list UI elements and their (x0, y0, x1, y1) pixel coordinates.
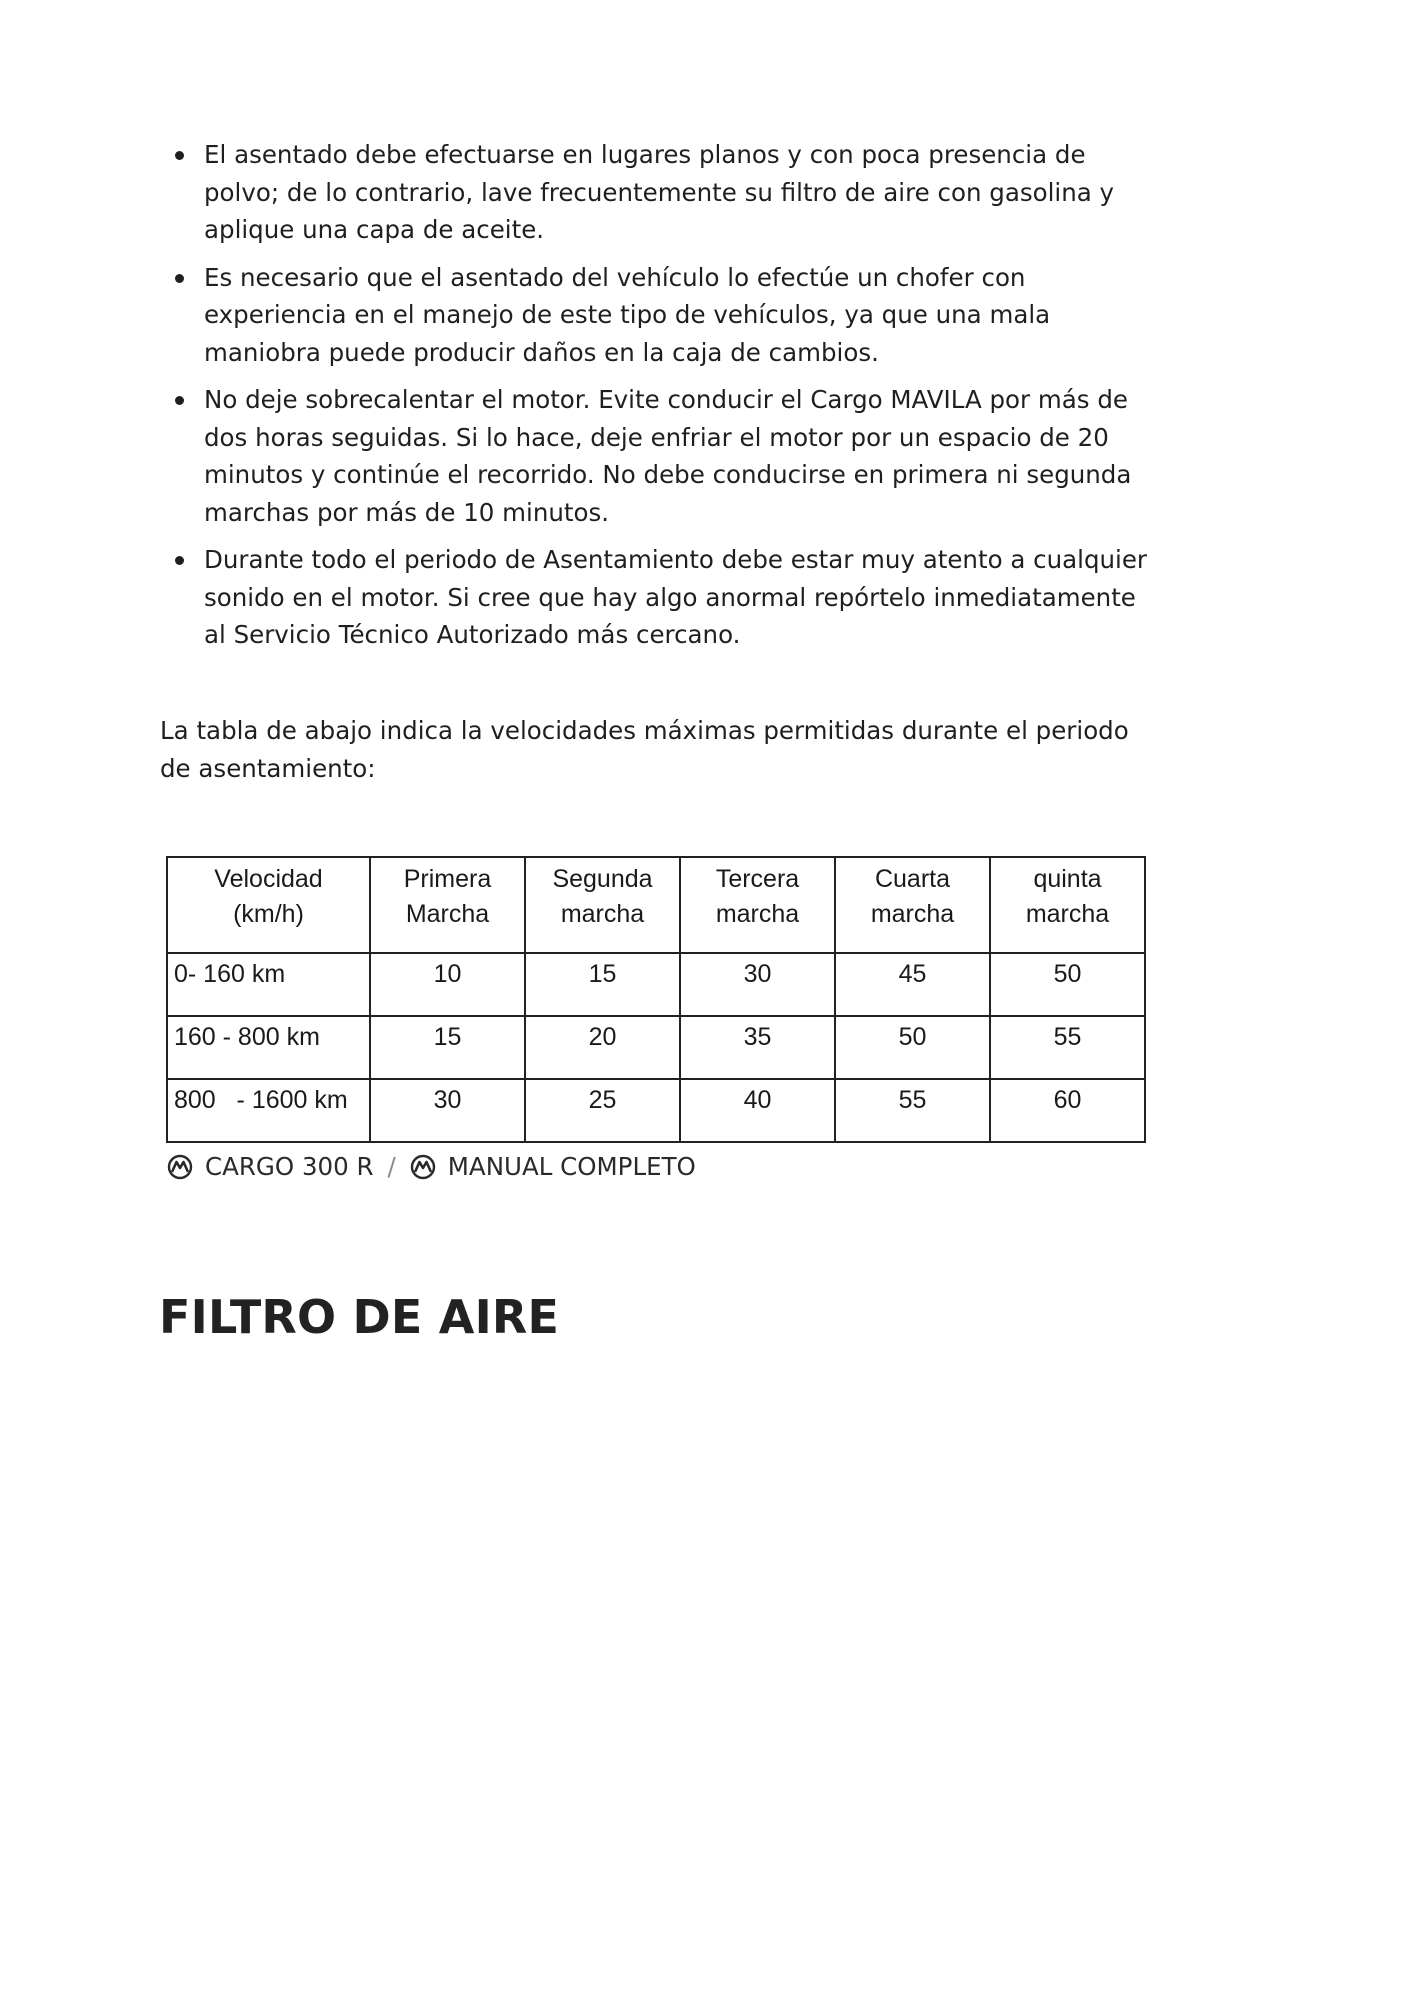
list-item-text: Durante todo el periodo de Asentamiento debe estar muy atento a cualquier sonido en el motor. Si cree que hay algo anormal repórtelo inmediatamente al Servicio Técnico Autorizado más cercano. (204, 545, 1147, 649)
table-cell: 15 (525, 953, 680, 1016)
header-cell-cuarta (835, 857, 990, 953)
header-line: (km/h) (233, 900, 304, 928)
list-item-text: No deje sobrecalentar el motor. Evite conducir el Cargo MAVILA por más de dos horas seguidas. Si lo hace, deje enfriar el motor por un espacio de 20 minutos y continúe el recorrido. No debe conducirse en primera ni segunda marchas por más de 10 minutos. (204, 385, 1132, 527)
list-item (160, 381, 1150, 531)
table-intro-paragraph: La tabla de abajo indica la velocidades máximas permitidas durante el periodo de asentamiento: (160, 716, 1129, 783)
header-line: marcha (715, 900, 800, 928)
header-line: Tercera (715, 865, 800, 893)
list-item (160, 259, 1150, 372)
bullet-dot (175, 274, 184, 283)
table-cell: 55 (835, 1079, 990, 1142)
table-row (167, 953, 1145, 1016)
header-line: marcha (870, 900, 955, 928)
table-row (167, 1016, 1145, 1079)
table-cell: 30 (370, 1079, 525, 1142)
section-title: FILTRO DE AIRE (159, 1290, 560, 1344)
table-cell-range: 0- 160 km (167, 953, 370, 1016)
table-cell: 50 (990, 953, 1145, 1016)
table-cell-range: 160 - 800 km (167, 1016, 370, 1079)
table-cell-range: 800 - 1600 km (167, 1079, 370, 1142)
bullet-dot (175, 151, 184, 160)
mavila-logo-icon (410, 1154, 436, 1180)
header-line: Velocidad (214, 865, 323, 893)
table-cell: 40 (680, 1079, 835, 1142)
list-item (160, 136, 1150, 249)
table-cell: 50 (835, 1016, 990, 1079)
recommendations-list (160, 136, 1150, 664)
header-line: quinta (1033, 865, 1102, 893)
table-header-row (167, 857, 1145, 953)
header-cell-velocidad (167, 857, 370, 953)
header-cell-segunda (525, 857, 680, 953)
header-cell-primera (370, 857, 525, 953)
table-cell: 55 (990, 1016, 1145, 1079)
bullet-dot (175, 396, 184, 405)
table-row (167, 1079, 1145, 1142)
header-line: marcha (1025, 900, 1110, 928)
header-line: marcha (560, 900, 645, 928)
header-line: Segunda (552, 865, 653, 893)
table-cell: 15 (370, 1016, 525, 1079)
breadcrumb-link-cargo-300r[interactable]: CARGO 300 R (205, 1152, 374, 1181)
list-item (160, 541, 1150, 654)
speed-limits-table (166, 856, 1146, 1143)
table-cell: 45 (835, 953, 990, 1016)
table-cell: 10 (370, 953, 525, 1016)
list-item-text: El asentado debe efectuarse en lugares planos y con poca presencia de polvo; de lo contrario, lave frecuentemente su filtro de aire con gasolina y aplique una capa de aceite. (204, 140, 1115, 244)
table-cell: 35 (680, 1016, 835, 1079)
header-cell-tercera (680, 857, 835, 953)
header-line: Cuarta (874, 865, 951, 893)
header-line: Marcha (405, 900, 490, 928)
header-line: Primera (403, 865, 492, 893)
table-cell: 30 (680, 953, 835, 1016)
table-cell: 20 (525, 1016, 680, 1079)
breadcrumb-link-manual-completo[interactable]: MANUAL COMPLETO (447, 1152, 696, 1181)
table-cell: 25 (525, 1079, 680, 1142)
list-item-text: Es necesario que el asentado del vehículo lo efectúe un chofer con experiencia en el manejo de este tipo de vehículos, ya que una mala maniobra puede producir daños en la caja de cambios. (204, 262, 1051, 367)
breadcrumb-separator: / (387, 1152, 396, 1181)
breadcrumb (167, 1152, 696, 1181)
header-cell-quinta (990, 857, 1145, 953)
mavila-logo-icon (167, 1154, 193, 1180)
bullet-dot (175, 556, 184, 565)
table-cell: 60 (990, 1079, 1145, 1142)
